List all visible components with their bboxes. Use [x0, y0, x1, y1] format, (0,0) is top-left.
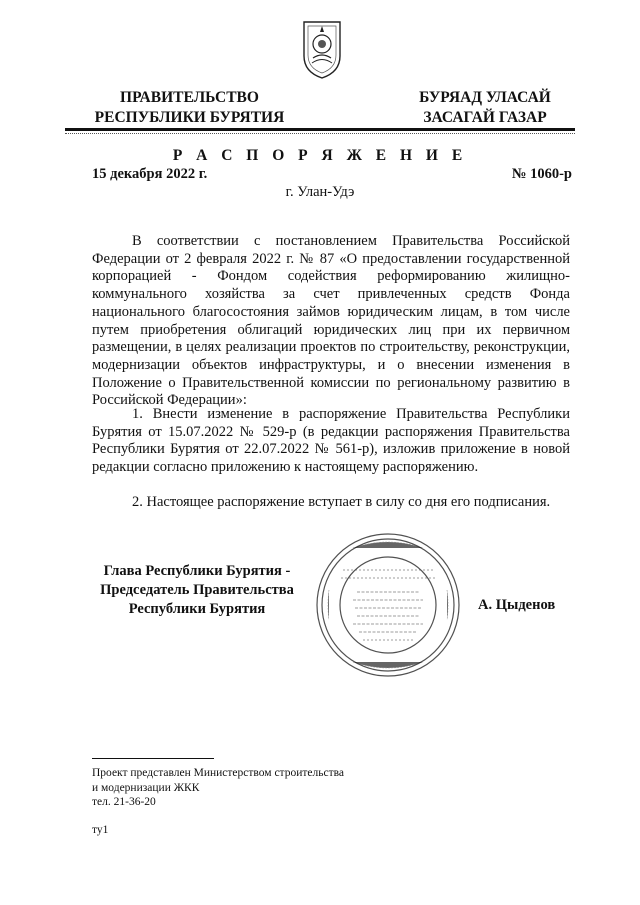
footnote-rule: [92, 758, 214, 759]
coat-of-arms-icon: [300, 18, 344, 80]
signatory-name: А. Цыденов: [478, 597, 556, 613]
header-rule: [65, 128, 575, 131]
footnote: [92, 766, 422, 810]
government-name-bua: [405, 88, 565, 128]
government-name-bua-line1: БУРЯАД УЛАСАЙ: [419, 89, 551, 106]
government-name-ru-line2: РЕСПУБЛИКИ БУРЯТИЯ: [94, 109, 285, 126]
footnote-phone: тел. 21-36-20: [92, 796, 156, 808]
clause-2-text: 2. Настоящее распоряжение вступает в силу со дня его подписания.: [132, 494, 551, 510]
signatory-title: [92, 562, 302, 619]
clause-1: [92, 406, 570, 477]
clause-1-text: 1. Внести изменение в распоряжение Правительства Республики Бурятия от 15.07.2022 № 529-р (в редакции распоряжения Правительства Республики Бурятия от 22.07.2022 № 561-р), изложив приложение в новой редакции согласно приложению к настоящему распоряжению.: [92, 406, 570, 476]
document-type: Р А С П О Р Я Ж Е Н И Е: [172, 147, 468, 164]
header-dotted-rule: [65, 133, 575, 134]
footnote-line1: Проект представлен Министерством строительства: [92, 767, 345, 779]
preamble-paragraph: [92, 233, 570, 410]
document-code: ту1: [92, 824, 109, 836]
government-name-ru-line1: ПРАВИТЕЛЬСТВО: [120, 89, 259, 106]
signatory-title-line2: Председатель Правительства: [100, 582, 294, 598]
preamble-text: В соответствии с постановлением Правительства Российской Федерации от 2 февраля 2022 г. № 87 «О предоставлении государственной корпорацией - Фондом содействия реформированию жилищно-коммунального хозяйства за счет привлеченных средств Фонда национального благосостояния займов юридическим лицам, в том числе путем приобретения облигаций юридических лиц при их первичном размещении, в целях реализации проектов по строительству, реконструкции, модернизации объектов инфраструктуры, и о внесении изменения в Положение о Правительственной комиссии по региональному развитию в Российской Федерации»:: [92, 233, 570, 409]
footnote-line2: и модернизации ЖКК: [92, 781, 200, 794]
document-date: 15 декабря 2022 г.: [92, 166, 208, 182]
government-name-bua-line2: ЗАСАГАЙ ГАЗАР: [423, 109, 547, 126]
official-seal-stamp: [313, 530, 463, 680]
signatory-title-line1: Глава Республики Бурятия -: [103, 563, 291, 579]
document-number: № 1060-р: [511, 166, 572, 182]
government-name-ru: [82, 88, 297, 128]
signatory-title-line3: Республики Бурятия: [128, 601, 266, 617]
clause-2: [92, 494, 570, 512]
document-city: г. Улан-Удэ: [285, 184, 355, 200]
